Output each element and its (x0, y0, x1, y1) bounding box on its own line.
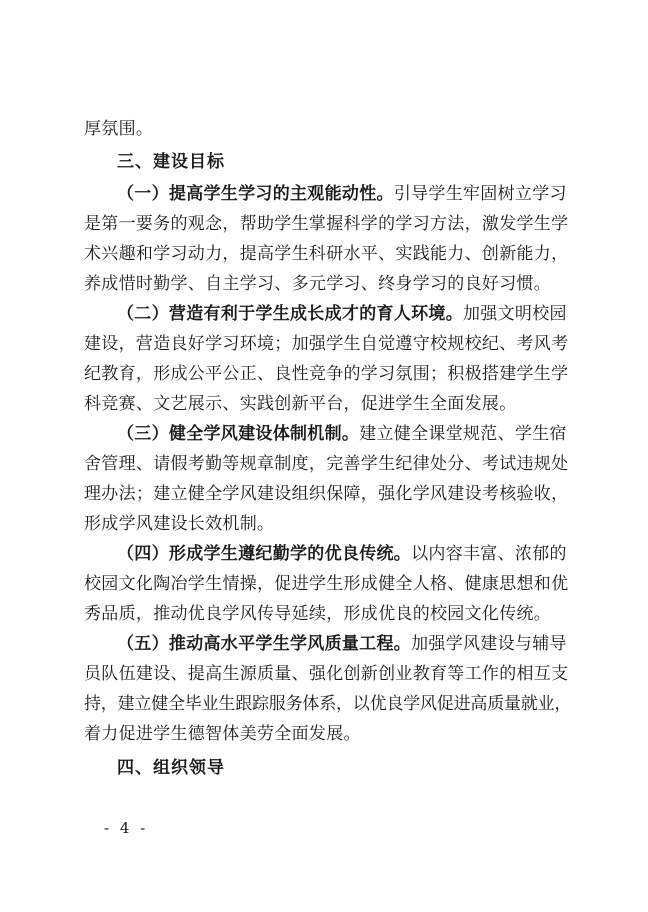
paragraph-continuation: 厚氛围。 (84, 119, 154, 139)
paragraph-2-line-4: 科竞赛、文艺展示、实践创新平台，促进学生全面发展。 (84, 394, 517, 414)
paragraph-2-line-2: 建设，营造良好学习环境；加强学生自觉遵守校规校纪、考风考 (84, 334, 569, 354)
paragraph-2-lead: （二）营造有利于学生成长成才的育人环境。 (117, 304, 463, 324)
paragraph-1-line-1 (117, 183, 567, 205)
paragraph-3-line-3: 理办法；建立健全学风建设组织保障，强化学风建设考核验收， (84, 484, 569, 504)
paragraph-2-line-1-text: 加强文明校园 (463, 304, 567, 324)
paragraph-1-lead: （一）提高学生学习的主观能动性。 (117, 184, 394, 204)
paragraph-4-line-2: 校园文化陶冶学生情操，促进学生形成健全人格、健康思想和优 (84, 574, 569, 594)
paragraph-3-line-1-text: 建立健全课堂规范、学生宿 (359, 424, 567, 444)
paragraph-1-line-2: 是第一要务的观念，帮助学生掌握科学的学习方法，激发学生学 (84, 214, 569, 234)
paragraph-4-lead: （四）形成学生遵纪勤学的优良传统。 (117, 544, 412, 564)
paragraph-5-line-2: 员队伍建设、提高生源质量、强化创新创业教育等工作的相互支 (84, 664, 569, 684)
paragraph-1-line-3: 术兴趣和学习动力，提高学生科研水平、实践能力、创新能力， (84, 244, 569, 264)
section-heading-goals: 三、建设目标 (117, 152, 225, 172)
section-heading-organization: 四、组织领导 (117, 758, 225, 778)
paragraph-3-line-1 (117, 423, 567, 445)
paragraph-1-line-4: 养成惜时勤学、自主学习、多元学习、终身学习的良好习惯。 (84, 274, 552, 294)
paragraph-5-line-3: 持，建立健全毕业生跟踪服务体系，以优良学风促进高质量就业， (84, 694, 572, 714)
paragraph-4-line-1 (117, 543, 567, 565)
paragraph-1-line-1-text: 引导学生牢固树立学习 (393, 184, 567, 204)
paragraph-5-line-1 (117, 633, 567, 655)
paragraph-2-line-1 (117, 303, 567, 325)
paragraph-5-line-1-text: 加强学风建设与辅导 (411, 634, 567, 654)
paragraph-5-lead: （五）推动高水平学生学风质量工程。 (117, 634, 412, 654)
paragraph-3-line-4: 形成学风建设长效机制。 (84, 514, 275, 534)
paragraph-3-lead: （三）健全学风建设体制机制。 (117, 424, 360, 444)
paragraph-4-line-1-text: 以内容丰富、浓郁的 (411, 544, 567, 564)
paragraph-2-line-3: 纪教育，形成公平公正、良性竞争的学习氛围；积极搭建学生学 (84, 364, 569, 384)
paragraph-3-line-2: 舍管理、请假考勤等规章制度，完善学生纪律处分、考试违规处 (84, 454, 569, 474)
page-number: - 4 - (104, 819, 149, 837)
paragraph-4-line-3: 秀品质，推动优良学风传导延续，形成优良的校园文化传统。 (84, 604, 552, 624)
paragraph-5-line-4: 着力促进学生德智体美劳全面发展。 (84, 724, 361, 744)
